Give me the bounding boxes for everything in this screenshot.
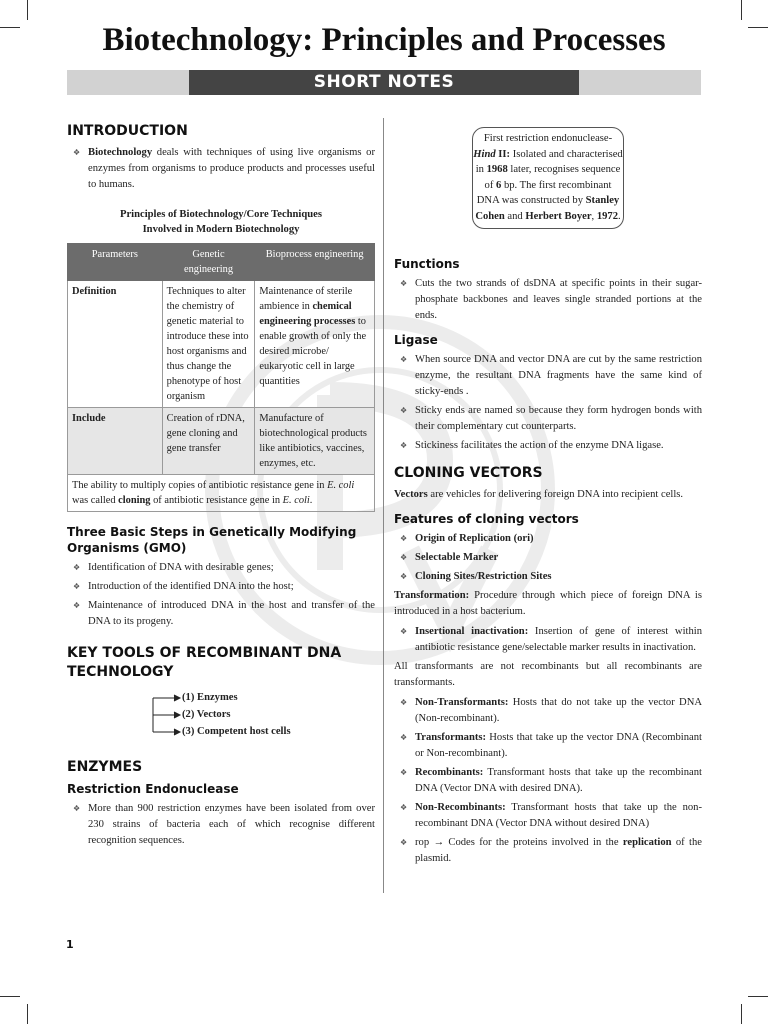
table-cell: Maintenance of sterile ambience in chemical engineering processes to enable growth of only the desired microbe/ eukaryotic cell in large quantities xyxy=(255,281,375,408)
table-cell: Manufacture of biotechnological products like antibiotics, vaccines, enzymes, etc. xyxy=(255,408,375,475)
table-row xyxy=(68,281,375,408)
key-tool-vectors: (2) Vectors xyxy=(182,709,231,720)
key-tools-heading: KEY TOOLS OF RECOMBINANT DNA TECHNOLOGY xyxy=(67,645,342,680)
crop-mark-bottom-left-h xyxy=(0,996,20,997)
page-number: 1 xyxy=(66,938,74,951)
enzymes-list xyxy=(67,801,375,849)
gmo-steps-list xyxy=(67,560,375,630)
gmo-heading: Three Basic Steps in Genetically Modifying Organisms (GMO) xyxy=(67,525,357,555)
list-item: ❖ Cuts the two strands of dsDNA at specific points in their sugar-phosphate backbones and leaves single stranded portions at the ends. xyxy=(394,276,702,324)
ligase-list xyxy=(394,352,702,454)
functions-heading: Functions xyxy=(394,257,460,271)
left-column xyxy=(67,122,375,852)
crop-mark-bottom-right-h xyxy=(748,996,768,997)
table-header-row xyxy=(68,244,375,281)
row-label: Definition xyxy=(68,281,163,408)
transformants-note: All transformants are not recombinants but all recombinants are transformants. xyxy=(394,661,702,688)
list-item: ❖ Non-Recombinants: Transformant hosts that take up the non-recombinant DNA (Vector DNA without desired DNA) xyxy=(394,800,702,832)
table-note: The ability to multiply copies of antibiotic resistance gene in E. coli was called cloning of antibiotic resistance gene in E. coli. xyxy=(68,475,375,512)
column-header: Bioprocess engineering xyxy=(255,244,375,281)
table-cell: Techniques to alter the chemistry of genetic material to introduce these into host organisms and thus change the phenotype of host organism xyxy=(162,281,255,408)
column-header: Genetic engineering xyxy=(162,244,255,281)
list-item: ❖ Non-Transformants: Hosts that do not take up the vector DNA (Non-recombinant). xyxy=(394,695,702,727)
key-tools-tree xyxy=(67,690,375,746)
list-item: ❖ Transformants: Hosts that take up the vector DNA (Recombinant or Non-recombinant). xyxy=(394,730,702,762)
column-divider xyxy=(383,118,384,893)
list-item: ❖ When source DNA and vector DNA are cut by the same restriction enzyme, the resultant DNA fragments have the same kind of sticky-ends . xyxy=(394,352,702,400)
tree-connector-lines xyxy=(145,690,185,746)
table-caption-line-1: Principles of Biotechnology/Core Techniques xyxy=(120,209,322,220)
restriction-endonuclease-heading: Restriction Endonuclease xyxy=(67,782,239,796)
list-item: ❖ Origin of Replication (ori) xyxy=(394,531,702,547)
cloning-vectors-heading: CLONING VECTORS xyxy=(394,465,543,481)
table-note-row xyxy=(68,475,375,512)
host-types-list xyxy=(394,695,702,867)
key-tool-host-cells: (3) Competent host cells xyxy=(182,726,291,737)
list-item: ❖ Insertional inactivation: Insertion of gene of interest within antibiotic resistance gene/selectable marker results in inactivation. xyxy=(394,624,702,656)
column-header: Parameters xyxy=(68,244,163,281)
row-label: Include xyxy=(68,408,163,475)
crop-mark-top-right-v xyxy=(741,0,742,20)
right-column xyxy=(394,256,702,870)
introduction-heading: INTRODUCTION xyxy=(67,123,188,139)
insertional-list xyxy=(394,624,702,656)
list-item: ❖ Identification of DNA with desirable genes; xyxy=(67,560,375,576)
page-title: Biotechnology: Principles and Processes xyxy=(102,22,666,58)
key-tool-enzymes: (1) Enzymes xyxy=(182,692,238,703)
table-cell: Creation of rDNA, gene cloning and gene transfer xyxy=(162,408,255,475)
list-item: ❖ More than 900 restriction enzymes have been isolated from over 230 strains of bacteria each of which recognise different recognition sequences. xyxy=(67,801,375,849)
functions-list xyxy=(394,276,702,324)
features-heading: Features of cloning vectors xyxy=(394,512,579,526)
list-item: ❖ Introduction of the identified DNA into the host; xyxy=(67,579,375,595)
transformation-definition: Transformation: Procedure through which piece of foreign DNA is introduced in a host bacterium. xyxy=(394,590,702,617)
crop-mark-bottom-right-v xyxy=(741,1004,742,1024)
table-row xyxy=(68,408,375,475)
enzymes-heading: ENZYMES xyxy=(67,759,143,775)
list-item xyxy=(67,145,375,193)
introduction-list xyxy=(67,145,375,193)
list-item: ❖ rop → Codes for the proteins involved in the replication of the plasmid. xyxy=(394,835,702,867)
crop-mark-top-left-v xyxy=(27,0,28,20)
crop-mark-bottom-left-v xyxy=(27,1004,28,1024)
table-caption xyxy=(67,207,375,237)
principles-table xyxy=(67,243,375,512)
ligase-heading: Ligase xyxy=(394,333,438,347)
list-item: ❖ Cloning Sites/Restriction Sites xyxy=(394,569,702,585)
list-item: ❖ Stickiness facilitates the action of the enzyme DNA ligase. xyxy=(394,438,702,454)
list-item: ❖ Sticky ends are named so because they form hydrogen bonds with their complementary cut counterparts. xyxy=(394,403,702,435)
term-biotechnology: Biotechnology xyxy=(88,147,153,158)
features-list xyxy=(394,531,702,585)
list-item: ❖ Maintenance of introduced DNA in the host and transfer of the DNA to its progeny. xyxy=(67,598,375,630)
list-item-text: deals with techniques of using live organisms or enzymes from organisms to produce products and processes useful to humans. xyxy=(88,147,375,190)
short-notes-banner: SHORT NOTES xyxy=(189,70,579,95)
list-item: ❖ Recombinants: Transformant hosts that take up the recombinant DNA (Vector DNA with desired DNA). xyxy=(394,765,702,797)
list-item: ❖ Selectable Marker xyxy=(394,550,702,566)
vectors-definition: Vectors are vehicles for delivering foreign DNA into recipient cells. xyxy=(394,489,684,500)
history-info-box: First restriction endonuclease- Hind II: Isolated and characterised in 1968 later, recognises sequence of 6 bp. The first recombinant DNA was constructed by Stanley Cohen and Herbert Boyer, 1972. xyxy=(472,127,624,229)
table-caption-line-2: Involved in Modern Biotechnology xyxy=(142,224,300,235)
